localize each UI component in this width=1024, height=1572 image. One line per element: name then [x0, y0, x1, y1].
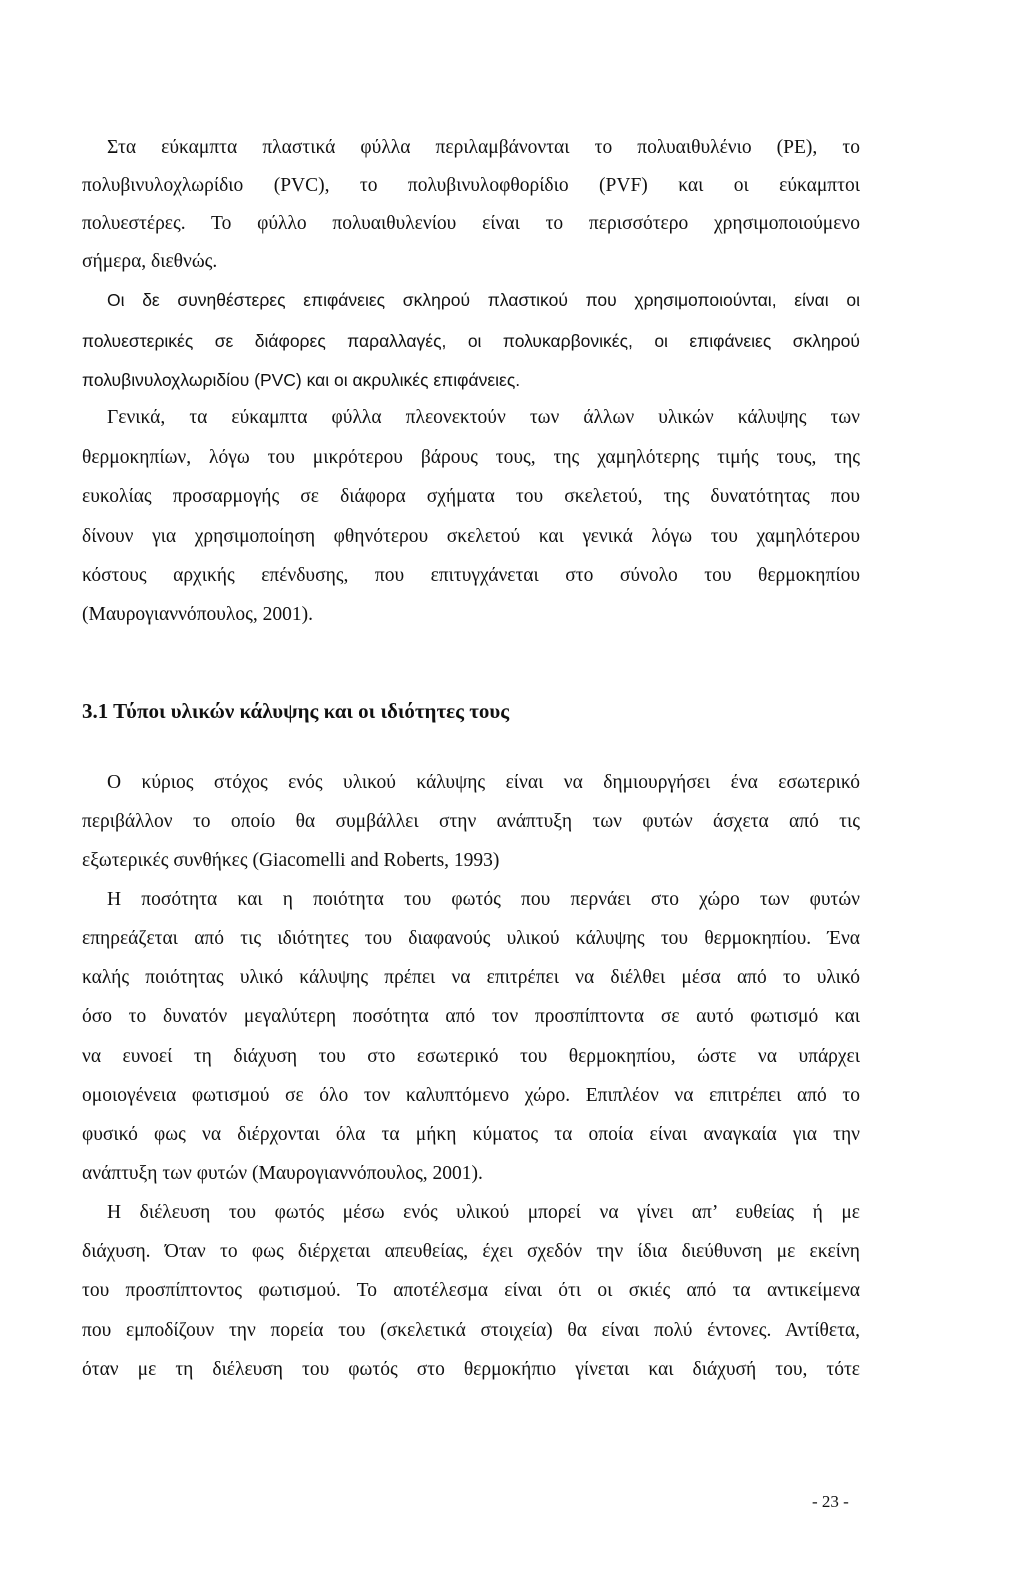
paragraph-3-line-4: δίνουν για χρησιμοποίηση φθηνότερου σκελετού και γενικά λόγω του χαμηλότερου	[82, 526, 860, 547]
paragraph-4-line-1: Ο κύριος στόχος ενός υλικού κάλυψης είναι να δημιουργήσει ένα εσωτερικό	[107, 772, 860, 793]
page-number: - 23 -	[812, 1492, 849, 1511]
paragraph-5-line-4: όσο το δυνατόν μεγαλύτερη ποσότητα από τον προσπίπτοντα σε αυτό φωτισμό και	[82, 1006, 860, 1027]
paragraph-1-line-4: σήμερα, διεθνώς.	[82, 251, 218, 272]
paragraph-3-line-2: θερμοκηπίων, λόγω του μικρότερου βάρους τους, της χαμηλότερης τιμής τους, της	[82, 447, 860, 468]
paragraph-5-line-5: να ευνοεί τη διάχυση του στο εσωτερικό του θερμοκηπίου, ώστε να υπάρχει	[82, 1046, 860, 1067]
paragraph-2-line-1: Οι δε συνηθέστερες επιφάνειες σκληρού πλαστικού που χρησιμοποιούνται, είναι οι	[107, 290, 860, 310]
paragraph-5-line-8: ανάπτυξη των φυτών (Μαυρογιαννόπουλος, 2001).	[82, 1163, 483, 1184]
paragraph-5-line-6: ομοιογένεια φωτισμού σε όλο τον καλυπτόμενο χώρο. Επιπλέον να επιτρέπει από το	[82, 1085, 860, 1106]
paragraph-3-line-5: κόστους αρχικής επένδυσης, που επιτυγχάνεται στο σύνολο του θερμοκηπίου	[82, 565, 860, 586]
paragraph-5-line-3: καλής ποιότητας υλικό κάλυψης πρέπει να επιτρέπει να διέλθει μέσα από το υλικό	[82, 967, 860, 988]
paragraph-6-line-2: διάχυση. Όταν το φως διέρχεται απευθείας, έχει σχεδόν την ίδια διεύθυνση με εκείνη	[82, 1241, 860, 1262]
paragraph-2-line-3: πολυβινυλοχλωριδίου (PVC) και οι ακρυλικές επιφάνειες.	[82, 370, 521, 390]
paragraph-3-line-1: Γενικά, τα εύκαμπτα φύλλα πλεονεκτούν των άλλων υλικών κάλυψης των	[107, 407, 860, 428]
paragraph-5-line-7: φυσικό φως να διέρχονται όλα τα μήκη κύματος τα οποία είναι αναγκαία για την	[82, 1124, 860, 1145]
paragraph-1-line-3: πολυεστέρες. Το φύλλο πολυαιθυλενίου είναι το περισσότερο χρησιμοποιούμενο	[82, 213, 860, 234]
paragraph-6-line-5: όταν με τη διέλευση του φωτός στο θερμοκήπιο γίνεται και διάχυσή του, τότε	[82, 1359, 860, 1380]
paragraph-2-line-2: πολυεστερικές σε διάφορες παραλλαγές, οι πολυκαρβονικές, οι επιφάνειες σκληρού	[82, 331, 860, 351]
section-heading: 3.1 Τύποι υλικών κάλυψης και οι ιδιότητες τους	[82, 699, 510, 723]
paragraph-1-line-1: Στα εύκαμπτα πλαστικά φύλλα περιλαμβάνονται το πολυαιθυλένιο (PE), το	[107, 137, 860, 158]
paragraph-5-line-2: επηρεάζεται από τις ιδιότητες του διαφανούς υλικού κάλυψης του θερμοκηπίου. Ένα	[82, 928, 860, 949]
paragraph-4-line-2: περιβάλλον το οποίο θα συμβάλλει στην ανάπτυξη των φυτών άσχετα από τις	[82, 811, 860, 832]
paragraph-3-line-3: ευκολίας προσαρμογής σε διάφορα σχήματα του σκελετού, της δυνατότητας που	[82, 486, 860, 507]
paragraph-6-line-4: που εμποδίζουν την πορεία του (σκελετικά στοιχεία) θα είναι πολύ έντονες. Αντίθετα,	[82, 1320, 860, 1341]
paragraph-5-line-1: Η ποσότητα και η ποιότητα του φωτός που περνάει στο χώρο των φυτών	[107, 889, 860, 910]
paragraph-1-line-2: πολυβινυλοχλωρίδιο (PVC), το πολυβινυλοφθορίδιο (PVF) και οι εύκαμπτοι	[82, 175, 860, 196]
paragraph-4-line-3: εξωτερικές συνθήκες (Giacomelli and Roberts, 1993)	[82, 850, 500, 871]
paragraph-6-line-3: του προσπίπτοντος φωτισμού. Το αποτέλεσμα είναι ότι οι σκιές από τα αντικείμενα	[82, 1280, 860, 1301]
paragraph-3-line-6: (Μαυρογιαννόπουλος, 2001).	[82, 604, 313, 625]
paragraph-6-line-1: Η διέλευση του φωτός μέσω ενός υλικού μπορεί να γίνει απ’ ευθείας ή με	[107, 1202, 860, 1223]
